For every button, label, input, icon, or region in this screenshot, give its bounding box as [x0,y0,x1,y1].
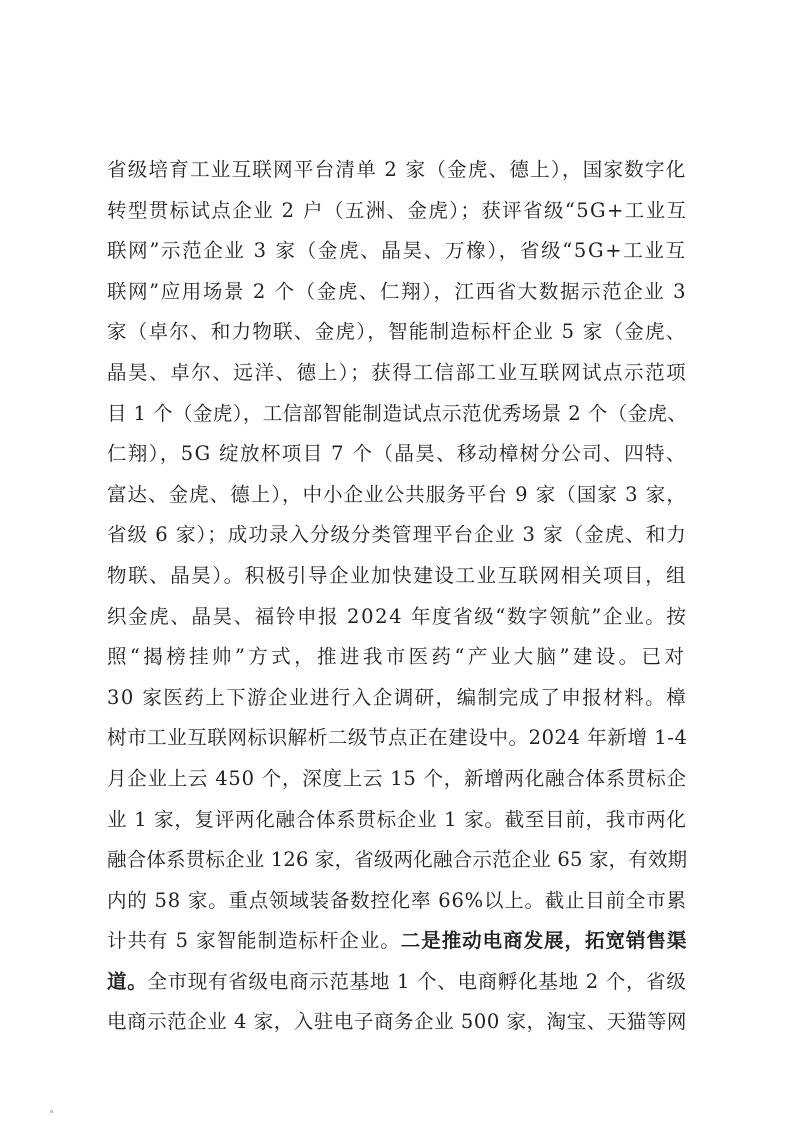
text-line [107,394,687,435]
text-line [107,272,687,313]
text-line [107,231,687,272]
line-text: 融合体系贯标企业 126 家，省级两化融合示范企业 65 家，有效期 [107,848,688,872]
line-text: 联网”示范企业 3 家（金虎、晶昊、万橡），省级“5G+工业互 [107,239,687,263]
line-text: 省级 6 家）；成功录入分级分类管理平台企业 3 家（金虎、和力 [107,523,687,547]
line-text: 富达、金虎、德上），中小企业公共服务平台 9 家（国家 3 家， [107,482,687,506]
text-line [107,434,687,475]
line-text: 织金虎、晶昊、福铃申报 2024 年度省级“数字领航”企业。按 [107,604,688,628]
text-line [107,597,687,638]
text-line [107,840,687,881]
text-line [107,1002,687,1043]
line-text: 仁翔），5G 绽放杯项目 7 个（晶昊、移动樟树分公司、四特、 [107,442,687,466]
text-line [107,718,687,759]
text-line [107,881,687,922]
line-text: 月企业上云 450 个，深度上云 15 个，新增两化融合体系贯标企 [107,766,687,790]
line-text: 联网”应用场景 2 个（金虎、仁翔），江西省大数据示范企业 3 [107,279,688,303]
text-line [107,191,687,232]
line-text: 内的 58 家。重点领域装备数控化率 66%以上。截止目前全市累 [107,888,687,912]
text-line [107,678,687,719]
line-text: 业 1 家，复评两化融合体系贯标企业 1 家。截至目前，我市两化 [107,807,687,831]
line-text: 计共有 5 家智能制造标杆企业。 [107,929,401,953]
text-line [107,353,687,394]
text-line [107,800,687,841]
section-heading-text: 道。 [107,969,148,993]
line-text: 照“揭榜挂帅”方式，推进我市医药“产业大脑”建设。已对 [107,645,688,669]
text-line [107,962,687,1003]
line-text: 晶昊、卓尔、远洋、德上）；获得工信部工业互联网试点示范项 [107,360,688,384]
text-line [107,515,687,556]
text-line [107,759,687,800]
line-text: 全市现有省级电商示范基地 1 个、电商孵化基地 2 个，省级 [147,969,687,993]
scan-mark [50,1110,53,1113]
text-line [107,150,687,191]
line-text: 30 家医药上下游企业进行入企调研，编制完成了申报材料。樟 [107,685,688,709]
line-text: 家（卓尔、和力物联、金虎），智能制造标杆企业 5 家（金虎、 [107,320,687,344]
text-line [107,637,687,678]
line-text: 物联、晶昊）。积极引导企业加快建设工业互联网相关项目，组 [107,563,688,587]
line-text: 转型贯标试点企业 2 户（五洲、金虎）；获评省级“5G+工业互 [107,198,688,222]
line-text: 树市工业互联网标识解析二级节点正在建设中。2024 年新增 1-4 [107,726,688,750]
text-line [107,556,687,597]
body-text [107,150,687,1043]
section-heading-text: 二是推动电商发展，拓宽销售渠 [400,929,688,953]
text-line [107,475,687,516]
text-line [107,312,687,353]
line-text: 目 1 个（金虎），工信部智能制造试点示范优秀场景 2 个（金虎、 [107,401,688,425]
line-text: 省级培育工业互联网平台清单 2 家（金虎、德上），国家数字化 [107,158,687,181]
text-line [107,921,687,962]
line-text: 电商示范企业 4 家，入驻电子商务企业 500 家，淘宝、天猫等网 [107,1010,687,1034]
